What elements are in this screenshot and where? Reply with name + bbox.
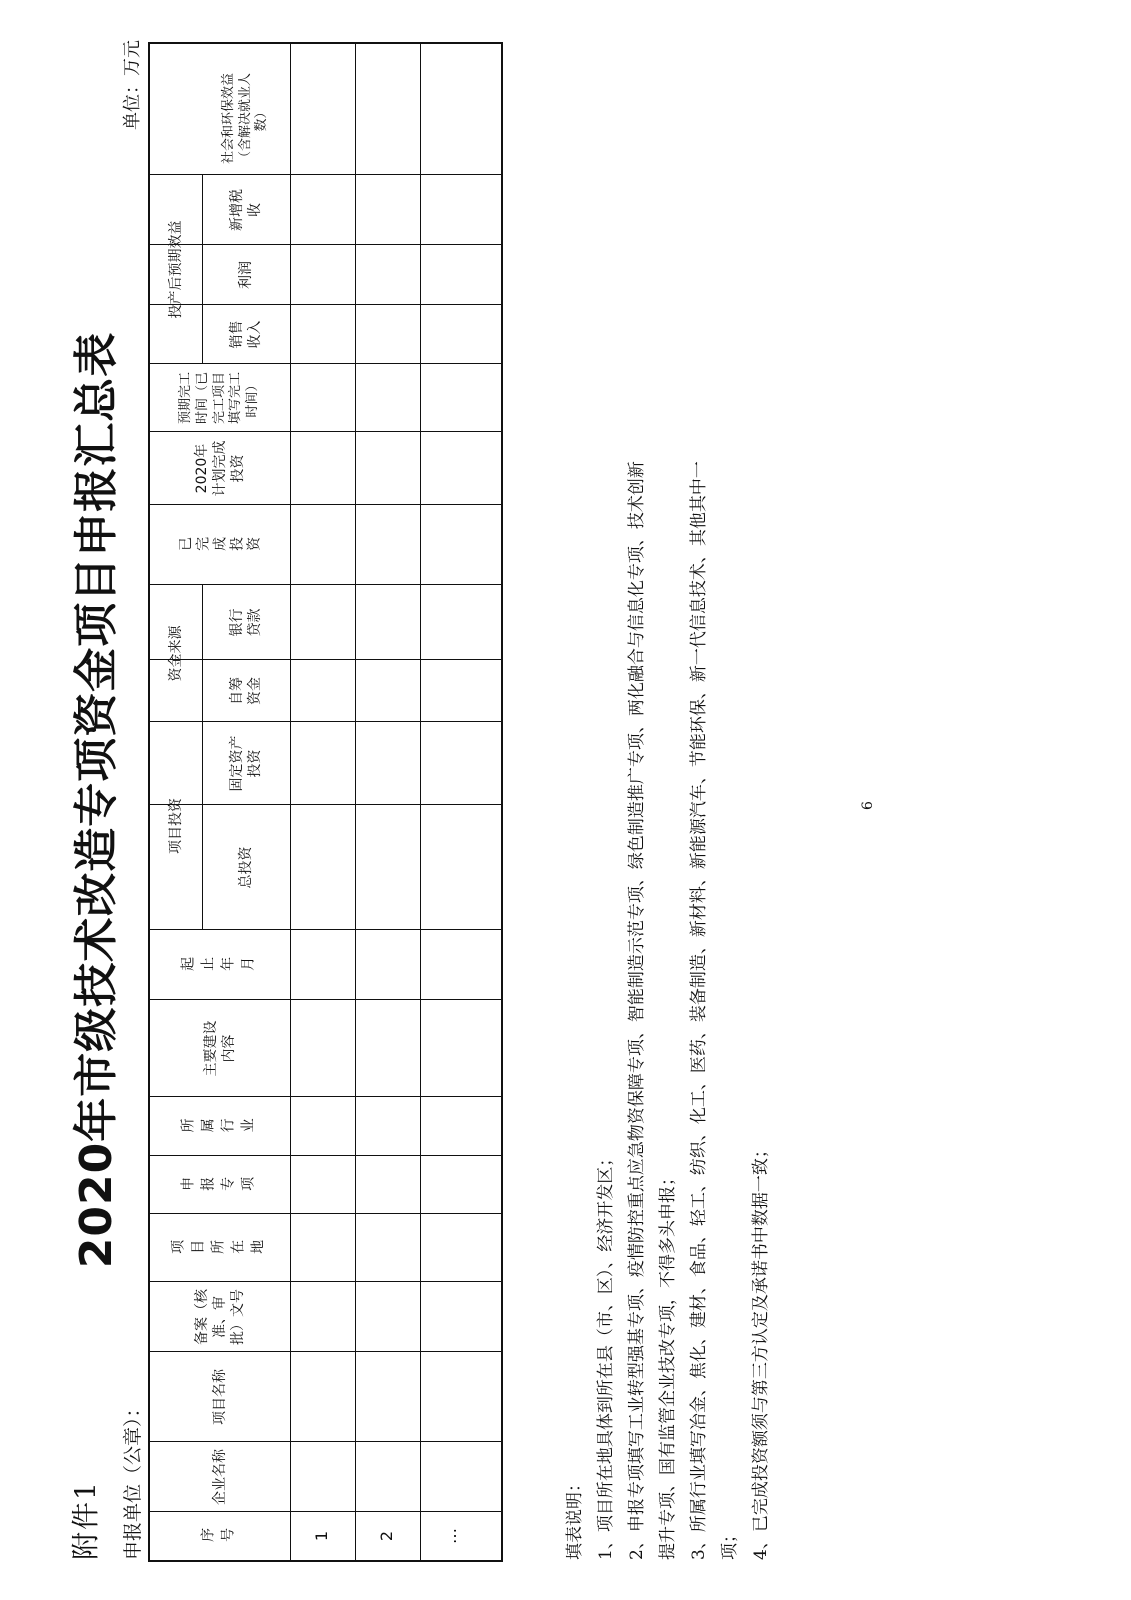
header-total-investment: 总投资 xyxy=(237,846,254,889)
notes-heading: 填表说明： xyxy=(565,1475,585,1560)
row-seq-2: 2 xyxy=(377,1530,397,1542)
header-completed: 已完成投资 xyxy=(177,536,263,553)
header-expected-completion: 预期完工时间（已完工项目填写完工时间） xyxy=(177,372,261,425)
row-seq-3: … xyxy=(440,1528,460,1544)
header-fixed-asset: 固定资产投资 xyxy=(228,735,263,792)
header-new-tax: 新增税收 xyxy=(228,189,263,231)
document-title: 2020年市级技术改造专项资金项目申报汇总表 xyxy=(71,331,122,1269)
filling-notes xyxy=(560,80,777,1560)
header-funding-group: 资金来源 xyxy=(167,625,184,682)
note-line: 提升专项、国有监管企业技改专项，不得多头申报； xyxy=(658,1169,678,1560)
header-bank-loan: 银行贷款 xyxy=(228,608,263,637)
attachment-label: 附件1 xyxy=(69,1480,102,1560)
header-special-item: 申报专项 xyxy=(180,1176,260,1193)
header-project-name: 项目名称 xyxy=(211,1369,228,1425)
summary-table xyxy=(148,42,503,1562)
header-enterprise: 企业名称 xyxy=(211,1449,228,1505)
note-line: 项； xyxy=(720,1526,740,1560)
applicant-label: 申报单位（公章）： xyxy=(122,1398,144,1560)
header-period: 起止年月 xyxy=(180,956,260,973)
header-sales: 销售收入 xyxy=(228,320,263,349)
header-filing-no: 备案（核准、审批）文号 xyxy=(193,1289,247,1345)
header-profit: 利润 xyxy=(237,261,254,289)
note-line: 2、申报专项填写工业转型强基专项、疫情防控重点应急物资保障专项、智能制造示范专项、绿色制造推广专项、两化融合与信息化专项、技术创新 xyxy=(627,461,647,1560)
note-line: 3、所属行业填写冶金、焦化、建材、食品、轻工、纺织、化工、医药、装备制造、新材料、新能源汽车、节能环保、新一代信息技术、其他其中一 xyxy=(689,461,709,1560)
row-seq-1: 1 xyxy=(312,1530,332,1542)
note-line: 4、已完成投资额须与第三方认定及承诺书中数据一致； xyxy=(751,1141,771,1560)
header-benefit-group: 投产后预期效益 xyxy=(167,220,184,319)
row-divider xyxy=(355,44,356,1560)
header-plan-2020: 2020年计划完成投资 xyxy=(193,440,247,497)
header-location: 项目所在地 xyxy=(170,1239,270,1256)
header-industry: 所属行业 xyxy=(180,1118,260,1135)
unit-label: 单位：万元 xyxy=(122,40,143,130)
header-self-raised: 自筹资金 xyxy=(228,677,263,705)
header-construction: 主要建设内容 xyxy=(202,1020,237,1077)
header-seq: 序号 xyxy=(200,1527,240,1544)
row-divider xyxy=(290,44,291,1560)
page-number: 6 xyxy=(860,801,876,810)
header-investment-group: 项目投资 xyxy=(167,798,184,854)
note-line: 1、项目所在地具体到所在县（市、区）、经济开发区； xyxy=(596,1149,616,1560)
row-divider xyxy=(420,44,421,1560)
header-social-benefit: 社会和环保效益（含解决就业人数） xyxy=(220,73,270,165)
